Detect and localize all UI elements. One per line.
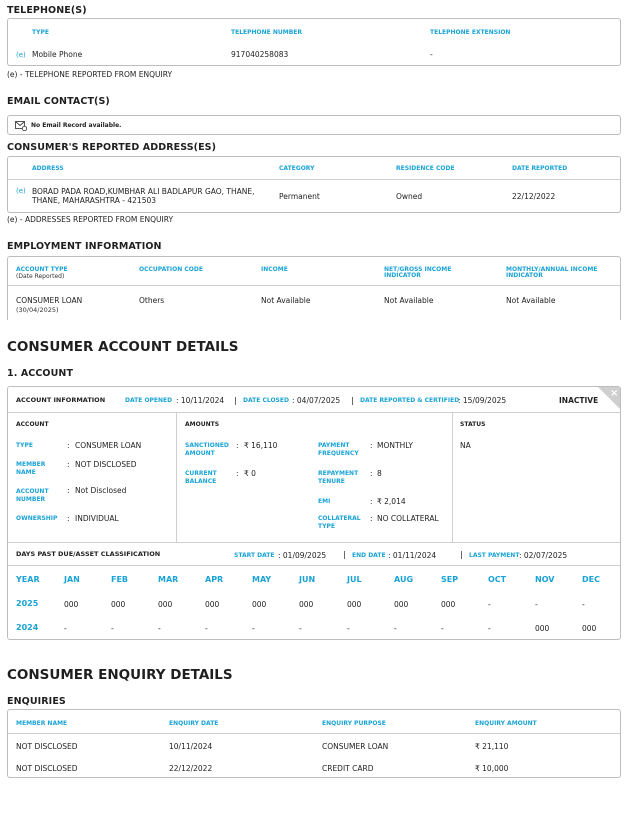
dpd-cell: 000 <box>347 600 362 609</box>
address-date: 22/12/2022 <box>512 192 556 201</box>
colon: : <box>370 497 373 506</box>
enquiry-member: NOT DISCLOSED <box>16 764 78 773</box>
dpd-cell: 000 <box>299 600 314 609</box>
separator: | <box>234 396 237 405</box>
telephone-title: TELEPHONE(S) <box>7 5 87 16</box>
account-subtitle: 1. ACCOUNT <box>7 368 74 379</box>
balance-label-2: BALANCE <box>185 478 217 485</box>
balance-value: ₹ 0 <box>244 469 256 478</box>
col-subheader-date-reported: (Date Reported) <box>16 273 65 280</box>
tenure-label: REPAYMENT <box>318 470 359 477</box>
colon: : <box>67 441 70 450</box>
employment-income: Not Available <box>261 296 311 305</box>
col-header-member: MEMBER NAME <box>16 720 68 727</box>
colon: : <box>236 441 239 450</box>
employment-monthly: Not Available <box>506 296 556 305</box>
separator: | <box>351 396 354 405</box>
frequency-value: MONTHLY <box>377 441 413 450</box>
dpd-cell: - <box>535 600 538 609</box>
sanctioned-value: ₹ 16,110 <box>244 441 278 450</box>
col-header-date-reported: DATE REPORTED <box>512 165 568 172</box>
enquiry-details-title: CONSUMER ENQUIRY DETAILS <box>7 667 233 683</box>
date-closed: : 04/07/2025 <box>292 396 341 405</box>
month-header: FEB <box>111 575 129 584</box>
dpd-cell: - <box>299 624 302 633</box>
year-2025: 2025 <box>16 599 39 608</box>
dpd-cell: 000 <box>535 624 550 633</box>
col-header-account-type: ACCOUNT TYPE <box>16 266 68 273</box>
colon: : <box>370 469 373 478</box>
account-number-label: ACCOUNT <box>16 488 49 495</box>
address-category: Permanent <box>279 192 320 201</box>
enquiry-marker: (e) <box>16 187 26 195</box>
dpd-cell: 000 <box>582 624 597 633</box>
date-opened-label: DATE OPENED <box>125 397 173 404</box>
account-type-value: CONSUMER LOAN <box>75 441 142 450</box>
employment-title: EMPLOYMENT INFORMATION <box>7 241 162 252</box>
month-header: MAY <box>252 575 272 584</box>
divider <box>452 412 453 542</box>
ownership-value: INDIVIDUAL <box>75 514 119 523</box>
colon: : <box>236 469 239 478</box>
status-col-title: STATUS <box>460 421 486 428</box>
year-2024: 2024 <box>16 623 39 632</box>
dpd-cell: - <box>488 600 491 609</box>
address-residence: Owned <box>396 192 423 201</box>
end-date: : 01/11/2024 <box>388 551 437 560</box>
email-empty-text: No Email Record available. <box>31 122 122 129</box>
email-title: EMAIL CONTACT(S) <box>7 96 110 107</box>
address-line1: BORAD PADA ROAD,KUMBHAR ALI BADLAPUR GAO, THANE, <box>32 187 255 196</box>
enquiry-purpose: CONSUMER LOAN <box>322 742 389 751</box>
last-payment: : 02/07/2025 <box>519 551 568 560</box>
phone-number: 917040258083 <box>231 50 289 59</box>
email-icon <box>15 121 27 133</box>
member-name-value: NOT DISCLOSED <box>75 460 137 469</box>
dpd-cell: 000 <box>158 600 173 609</box>
address-title: CONSUMER'S REPORTED ADDRESS(ES) <box>7 142 217 153</box>
account-info-label: ACCOUNT INFORMATION <box>16 396 106 404</box>
tenure-label-2: TENURE <box>318 478 345 485</box>
colon: : <box>67 460 70 469</box>
start-date-label: START DATE <box>234 552 275 559</box>
date-reported-label: DATE REPORTED & CERTIFIED <box>360 397 460 404</box>
start-date: : 01/09/2025 <box>278 551 327 560</box>
col-header-address: ADDRESS <box>32 165 64 172</box>
dpd-cell: - <box>252 624 255 633</box>
date-reported: : 15/09/2025 <box>458 396 507 405</box>
close-icon[interactable]: × <box>610 388 619 399</box>
col-header-monthly-annual: MONTHLY/ANNUAL INCOME <box>506 266 598 273</box>
col-header-net-gross-2: INDICATOR <box>384 272 421 279</box>
dpd-cell: - <box>64 624 67 633</box>
enquiry-amount: ₹ 21,110 <box>475 742 509 751</box>
member-label: MEMBER <box>16 461 46 468</box>
address-note: (e) - ADDRESSES REPORTED FROM ENQUIRY <box>7 215 174 224</box>
dpd-cell: - <box>111 624 114 633</box>
month-header: AUG <box>394 575 414 584</box>
enquiry-amount: ₹ 10,000 <box>475 764 509 773</box>
frequency-label-2: FREQUENCY <box>318 450 359 457</box>
employment-occupation: Others <box>139 296 165 305</box>
divider <box>8 285 620 286</box>
col-header-income: INCOME <box>261 266 288 273</box>
separator: | <box>343 550 346 559</box>
balance-label: CURRENT <box>185 470 217 477</box>
col-header-number: TELEPHONE NUMBER <box>231 29 302 36</box>
frequency-label: PAYMENT <box>318 442 350 449</box>
dpd-title: DAYS PAST DUE/ASSET CLASSIFICATION <box>16 550 161 558</box>
enquiry-member: NOT DISCLOSED <box>16 742 78 751</box>
employment-date: (30/04/2025) <box>16 306 59 314</box>
col-header-amount: ENQUIRY AMOUNT <box>475 720 537 727</box>
account-status-badge: INACTIVE <box>559 396 599 405</box>
ownership-label: OWNERSHIP <box>16 515 58 522</box>
enquiries-subtitle: ENQUIRIES <box>7 696 66 707</box>
account-number-value: Not Disclosed <box>75 486 127 495</box>
colon: : <box>370 441 373 450</box>
month-header: JUL <box>347 575 362 584</box>
collateral-value: NO COLLATERAL <box>377 514 439 523</box>
sanctioned-label: SANCTIONED <box>185 442 229 449</box>
email-box <box>7 115 621 135</box>
col-header-type: TYPE <box>32 29 49 36</box>
date-opened: : 10/11/2024 <box>176 396 225 405</box>
divider <box>8 565 620 566</box>
emi-value: ₹ 2,014 <box>377 497 406 506</box>
phone-extension: - <box>430 50 433 59</box>
telephone-table <box>7 18 621 66</box>
divider <box>8 542 620 543</box>
enquiry-purpose: CREDIT CARD <box>322 764 374 773</box>
month-header: MAR <box>158 575 179 584</box>
col-header-enquiry-date: ENQUIRY DATE <box>169 720 219 727</box>
tenure-value: 8 <box>377 469 382 478</box>
dpd-cell: 000 <box>205 600 220 609</box>
collateral-label-2: TYPE <box>318 523 335 530</box>
employment-table <box>7 256 621 320</box>
enquiry-table <box>7 709 621 778</box>
member-label-2: NAME <box>16 469 36 476</box>
dpd-cell: - <box>394 624 397 633</box>
month-header: APR <box>205 575 224 584</box>
dpd-cell: - <box>441 624 444 633</box>
account-details-title: CONSUMER ACCOUNT DETAILS <box>7 339 239 355</box>
month-header: SEP <box>441 575 459 584</box>
account-card <box>7 386 621 640</box>
last-payment-label: LAST PAYMENT <box>469 552 520 559</box>
enquiry-marker: (e) <box>16 51 26 59</box>
status-value: NA <box>460 441 471 450</box>
type-label: TYPE <box>16 442 33 449</box>
dpd-cell: 000 <box>111 600 126 609</box>
separator: | <box>460 550 463 559</box>
col-header-extension: TELEPHONE EXTENSION <box>430 29 511 36</box>
end-date-label: END DATE <box>352 552 386 559</box>
telephone-note: (e) - TELEPHONE REPORTED FROM ENQUIRY <box>7 70 173 79</box>
dpd-cell: - <box>347 624 350 633</box>
col-header-category: CATEGORY <box>279 165 315 172</box>
employment-account-type: CONSUMER LOAN <box>16 296 83 305</box>
col-header-monthly-annual-2: INDICATOR <box>506 272 543 279</box>
account-number-label-2: NUMBER <box>16 496 46 503</box>
month-header: JAN <box>64 575 80 584</box>
month-header: JUN <box>299 575 316 584</box>
month-header: NOV <box>535 575 555 584</box>
colon: : <box>370 514 373 523</box>
divider <box>8 179 620 180</box>
col-header-occupation: OCCUPATION CODE <box>139 266 203 273</box>
collateral-label: COLLATERAL <box>318 515 361 522</box>
dpd-cell: 000 <box>394 600 409 609</box>
amounts-col-title: AMOUNTS <box>185 421 220 428</box>
colon: : <box>67 514 70 523</box>
dpd-cell: - <box>488 624 491 633</box>
col-header-residence: RESIDENCE CODE <box>396 165 455 172</box>
col-header-purpose: ENQUIRY PURPOSE <box>322 720 386 727</box>
emi-label: EMI <box>318 498 331 505</box>
dpd-cell: 000 <box>64 600 79 609</box>
account-col-title: ACCOUNT <box>16 421 49 428</box>
employment-net-gross: Not Available <box>384 296 434 305</box>
enquiry-date: 10/11/2024 <box>169 742 213 751</box>
enquiry-date: 22/12/2022 <box>169 764 213 773</box>
colon: : <box>67 486 70 495</box>
col-header-net-gross: NET/GROSS INCOME <box>384 266 452 273</box>
month-header: OCT <box>488 575 507 584</box>
date-closed-label: DATE CLOSED <box>243 397 289 404</box>
divider <box>8 412 620 413</box>
sanctioned-label-2: AMOUNT <box>185 450 215 457</box>
address-table <box>7 156 621 213</box>
divider <box>176 412 177 542</box>
dpd-cell: - <box>582 600 585 609</box>
dpd-cell: - <box>205 624 208 633</box>
dpd-cell: 000 <box>252 600 267 609</box>
dpd-cell: 000 <box>441 600 456 609</box>
month-header: DEC <box>582 575 600 584</box>
dpd-cell: - <box>158 624 161 633</box>
year-header: YEAR <box>16 575 40 584</box>
divider <box>8 733 620 734</box>
address-line2: THANE, MAHARASHTRA - 421503 <box>32 196 157 205</box>
phone-type: Mobile Phone <box>32 50 83 59</box>
